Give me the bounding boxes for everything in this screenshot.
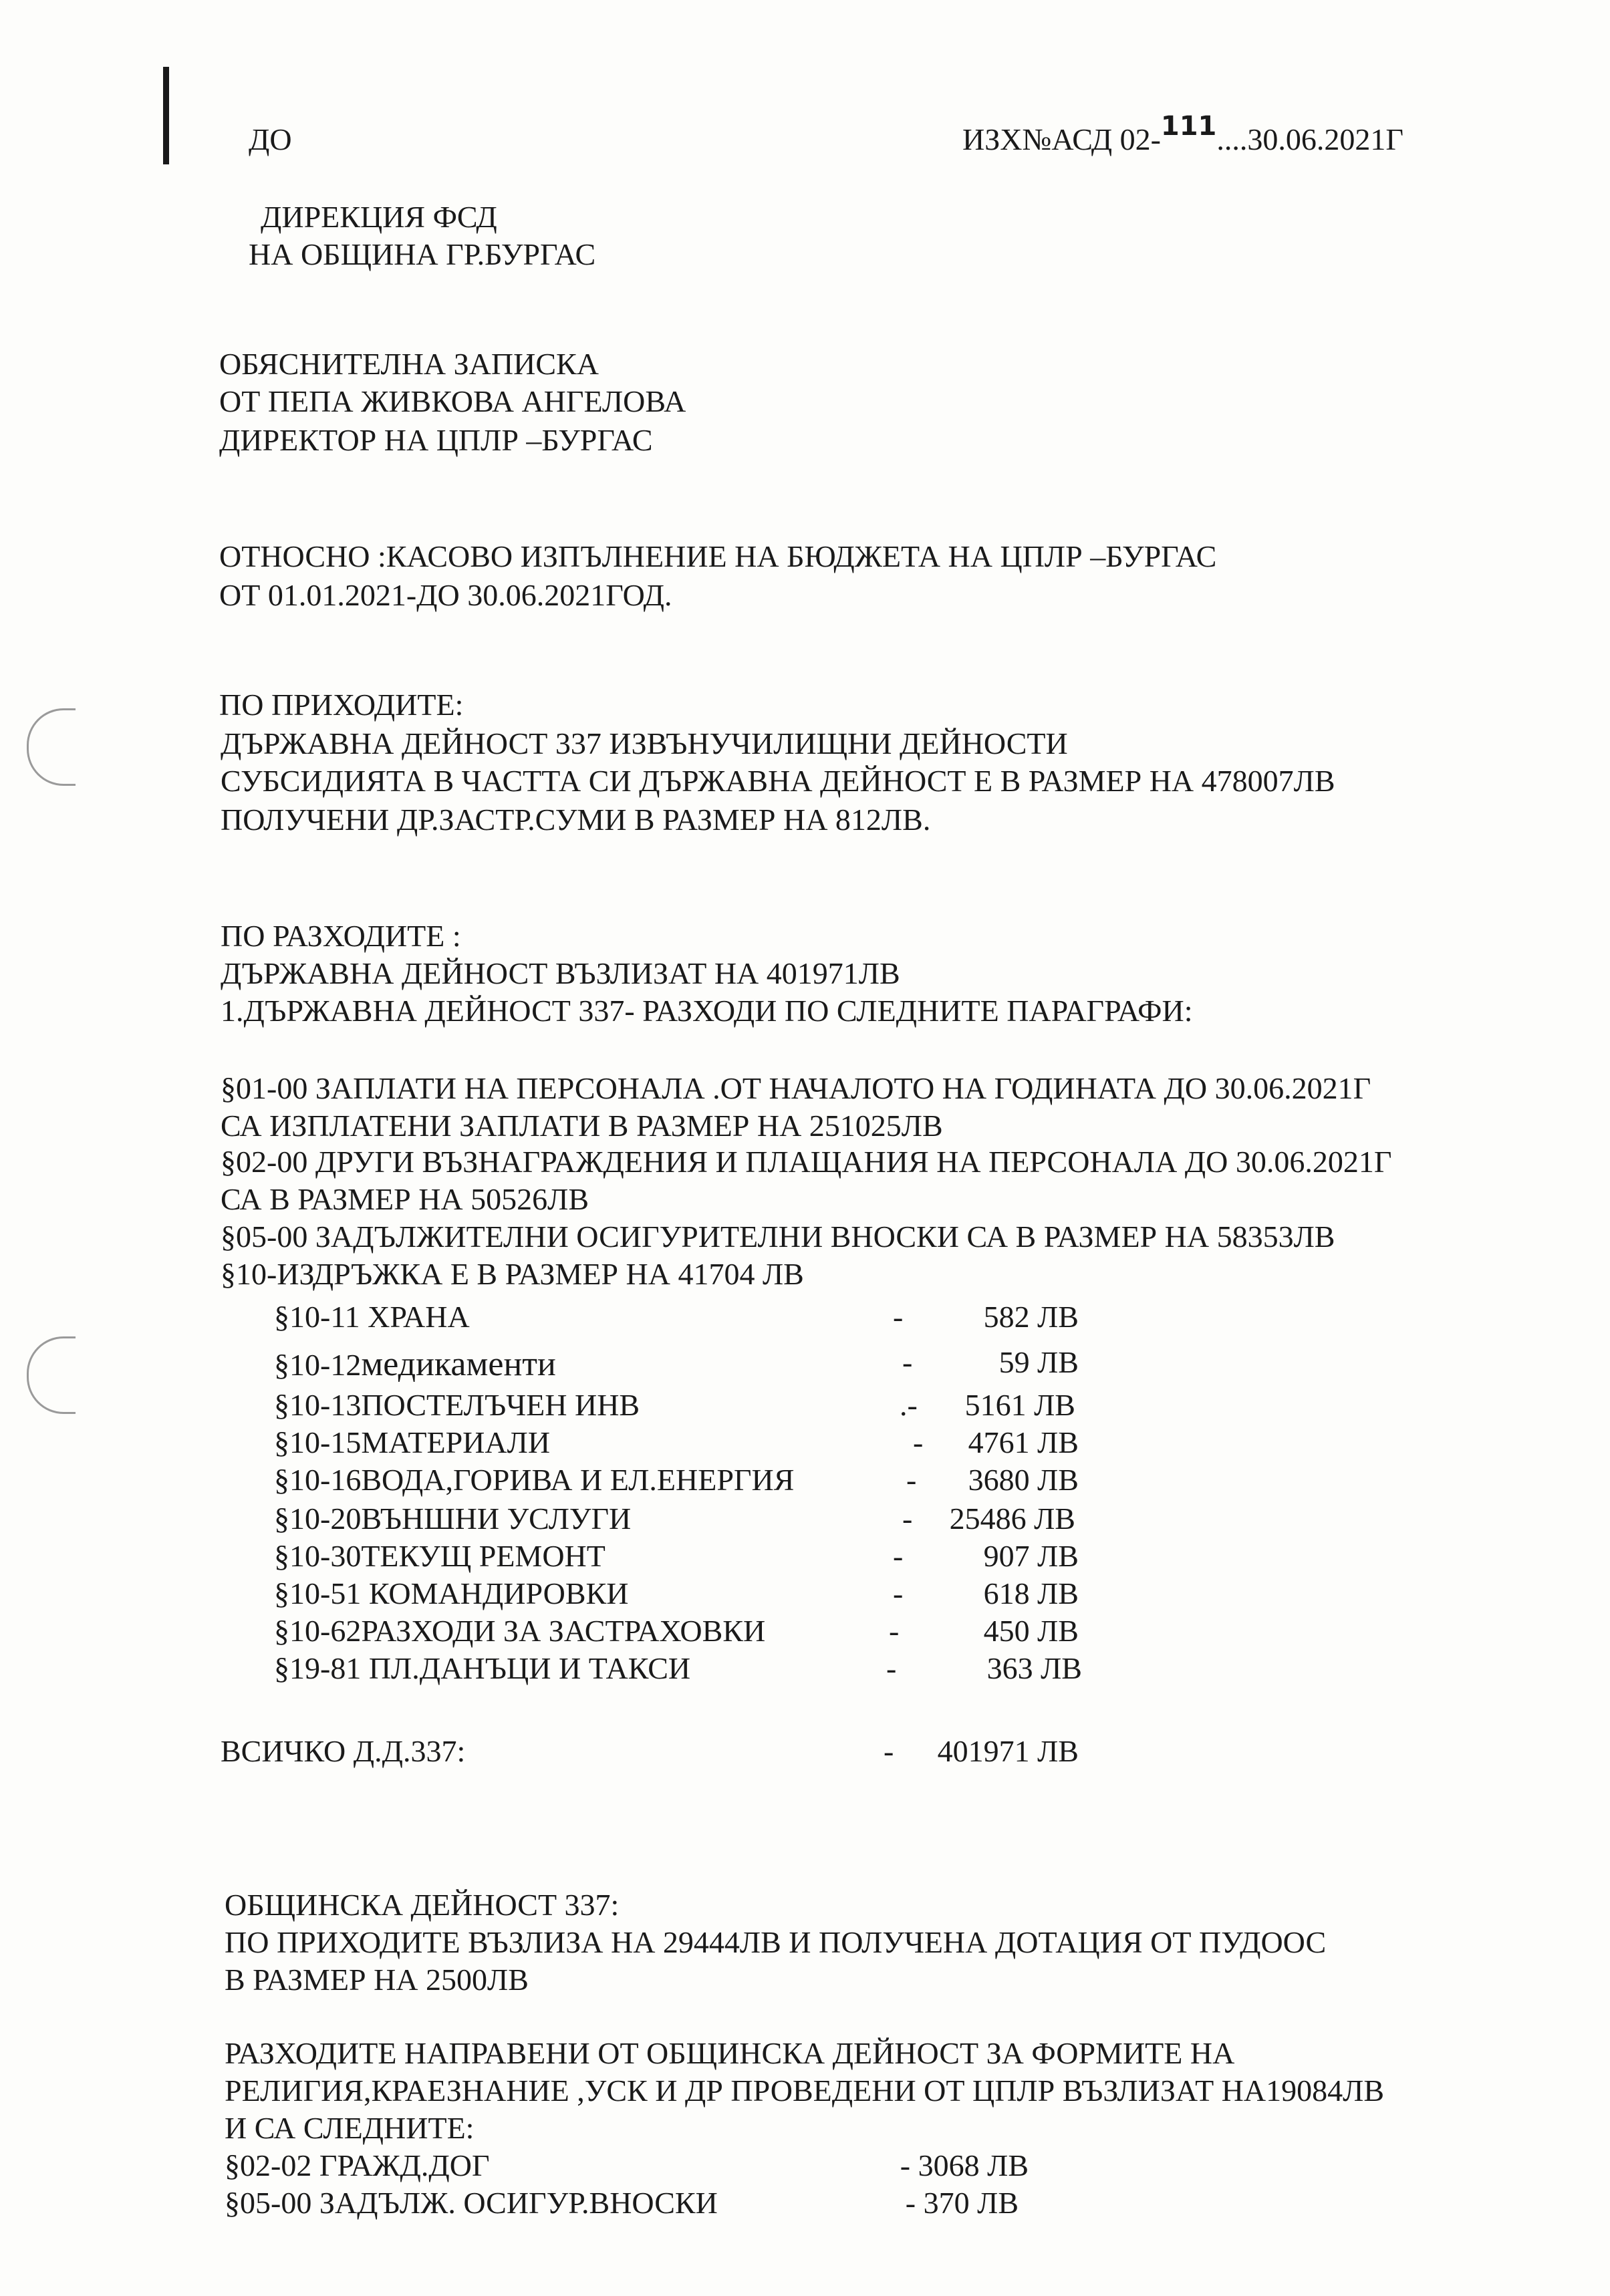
expense-item-amount: 3680 ЛВ	[968, 1463, 1079, 1497]
expense-item-dash: .-	[900, 1388, 918, 1422]
expense-item-dash: -	[893, 1539, 904, 1573]
paragraph-line: СА ИЗПЛАТЕНИ ЗАПЛАТИ В РАЗМЕР НА 251025ЛВ	[221, 1109, 943, 1143]
expense-item-dash: -	[889, 1614, 900, 1648]
expense-item-dash: -	[902, 1501, 913, 1536]
expense-item-amount: 25486 ЛВ	[949, 1501, 1075, 1536]
municipal-item-label: §02-02 ГРАЖД.ДОГ	[225, 2148, 490, 2182]
expense-item-dash: -	[902, 1345, 913, 1379]
outgoing-reference	[962, 111, 1403, 156]
expenses-heading: ПО РАЗХОДИТЕ :	[221, 919, 461, 953]
total-label: ВСИЧКО Д.Д.337:	[221, 1734, 466, 1768]
expense-item-amount: 4761 ЛВ	[968, 1425, 1079, 1459]
municipal-line-2: В РАЗМЕР НА 2500ЛВ	[225, 1963, 529, 1997]
expense-item-dash: -	[886, 1651, 897, 1685]
expense-item-amount: 363 ЛВ	[986, 1651, 1082, 1685]
municipal-item-amount: - 370 ЛВ	[905, 2186, 1019, 2220]
expenses-line-2: 1.ДЪРЖАВНА ДЕЙНОСТ 337- РАЗХОДИ ПО СЛЕДНИТЕ ПАРАГРАФИ:	[221, 994, 1193, 1028]
expenses-line-1: ДЪРЖАВНА ДЕЙНОСТ ВЪЗЛИЗАТ НА 401971ЛВ	[221, 956, 900, 990]
sender-name: ОТ ПЕПА ЖИВКОВА АНГЕЛОВА	[219, 384, 686, 418]
reference-number-handwritten: 111	[1160, 111, 1217, 142]
expense-item-dash: -	[893, 1576, 904, 1610]
expense-item-label-text: медикаменти	[361, 1345, 556, 1383]
expense-item-label-code: 10-12	[289, 1348, 362, 1382]
recipient-line-2: НА ОБЩИНА ГР.БУРГАС	[249, 237, 596, 271]
expense-item-label: §10-51 КОМАНДИРОВКИ	[274, 1576, 629, 1610]
expense-item-dash: -	[906, 1463, 917, 1497]
municipal-item-label: §05-00 ЗАДЪЛЖ. ОСИГУР.ВНОСКИ	[225, 2186, 718, 2220]
subject-line-1: ОТНОСНО :КАСОВО ИЗПЪЛНЕНИЕ НА БЮДЖЕТА НА ЦПЛР –БУРГАС	[219, 539, 1217, 573]
expense-item-amount: 618 ЛВ	[983, 1576, 1079, 1610]
expense-item-label: §10-30ТЕКУЩ РЕМОНТ	[274, 1539, 606, 1573]
municipal-heading: ОБЩИНСКА ДЕЙНОСТ 337:	[225, 1888, 620, 1922]
expense-item-amount: 59 ЛВ	[998, 1345, 1079, 1379]
income-line-1: ДЪРЖАВНА ДЕЙНОСТ 337 ИЗВЪНУЧИЛИЩНИ ДЕЙНОСТИ	[221, 726, 1068, 760]
reference-date: ....30.06.2021Г	[1216, 122, 1403, 156]
municipal-item-amount: - 3068 ЛВ	[900, 2148, 1029, 2182]
to-label: ДО	[249, 122, 292, 156]
sender-position: ДИРЕКТОР НА ЦПЛР –БУРГАС	[219, 423, 653, 457]
expense-item-amount: 5161 ЛВ	[964, 1388, 1075, 1422]
recipient-line-1: ДИРЕКЦИЯ ФСД	[261, 200, 497, 234]
municipal-expenses-line-2: РЕЛИГИЯ,КРАЕЗНАНИЕ ,УСК И ДР ПРОВЕДЕНИ ОТ ЦПЛР ВЪЗЛИЗАТ НА19084ЛВ	[225, 2073, 1384, 2108]
document-title: ОБЯСНИТЕЛНА ЗАПИСКА	[219, 347, 599, 381]
expense-item-label: §10-62РАЗХОДИ ЗА ЗАСТРАХОВКИ	[274, 1614, 766, 1648]
reference-prefix: ИЗХ№АСД 02-	[962, 122, 1161, 156]
municipal-expenses-line-3: И СА СЛЕДНИТЕ:	[225, 2111, 475, 2145]
expense-item-label: §10-16ВОДА,ГОРИВА И ЕЛ.ЕНЕРГИЯ	[274, 1463, 795, 1497]
expense-item-label: §10-12медикаменти	[274, 1345, 556, 1383]
expense-item-label: §10-15МАТЕРИАЛИ	[274, 1425, 551, 1459]
paragraph-line: §05-00 ЗАДЪЛЖИТЕЛНИ ОСИГУРИТЕЛНИ ВНОСКИ СА В РАЗМЕР НА 58353ЛВ	[221, 1219, 1335, 1254]
total-dash: -	[884, 1734, 894, 1768]
income-line-2: СУБСИДИЯТА В ЧАСТТА СИ ДЪРЖАВНА ДЕЙНОСТ Е В РАЗМЕР НА 478007ЛВ	[221, 764, 1335, 798]
total-amount: 401971 ЛВ	[937, 1734, 1079, 1768]
expense-item-amount: 582 ЛВ	[983, 1300, 1079, 1334]
punch-hole-bottom	[27, 1336, 76, 1414]
municipal-expenses-line-1: РАЗХОДИТЕ НАПРАВЕНИ ОТ ОБЩИНСКА ДЕЙНОСТ ЗА ФОРМИТЕ НА	[225, 2036, 1235, 2070]
expense-item-dash: -	[893, 1300, 904, 1334]
expense-item-amount: 450 ЛВ	[983, 1614, 1079, 1648]
municipal-line-1: ПО ПРИХОДИТЕ ВЪЗЛИЗА НА 29444ЛВ И ПОЛУЧЕНА ДОТАЦИЯ ОТ ПУДООС	[225, 1925, 1327, 1959]
paragraph-line: §10-ИЗДРЪЖКА Е В РАЗМЕР НА 41704 ЛВ	[221, 1257, 804, 1291]
paragraph-line: §02-00 ДРУГИ ВЪЗНАГРАЖДЕНИЯ И ПЛАЩАНИЯ НА ПЕРСОНАЛА ДО 30.06.2021Г	[221, 1145, 1392, 1179]
subject-line-2: ОТ 01.01.2021-ДО 30.06.2021ГОД.	[219, 578, 672, 612]
punch-hole-top	[27, 708, 76, 786]
expense-item-dash: -	[913, 1425, 924, 1459]
income-line-3: ПОЛУЧЕНИ ДР.ЗАСТР.СУМИ В РАЗМЕР НА 812ЛВ.	[221, 803, 931, 837]
expense-item-label: §10-13ПОСТЕЛЪЧЕН ИНВ	[274, 1388, 640, 1422]
paragraph-line: §01-00 ЗАПЛАТИ НА ПЕРСОНАЛА .ОТ НАЧАЛОТО НА ГОДИНАТА ДО 30.06.2021Г	[221, 1071, 1371, 1105]
paragraph-line: СА В РАЗМЕР НА 50526ЛВ	[221, 1182, 589, 1216]
expense-item-label: §10-11 ХРАНА	[274, 1300, 470, 1334]
expense-item-label: §10-20ВЪНШНИ УСЛУГИ	[274, 1501, 632, 1536]
expense-item-amount: 907 ЛВ	[983, 1539, 1079, 1573]
margin-mark	[163, 67, 169, 164]
income-heading: ПО ПРИХОДИТЕ:	[219, 688, 464, 722]
expense-item-label: §19-81 ПЛ.ДАНЪЦИ И ТАКСИ	[274, 1651, 691, 1685]
